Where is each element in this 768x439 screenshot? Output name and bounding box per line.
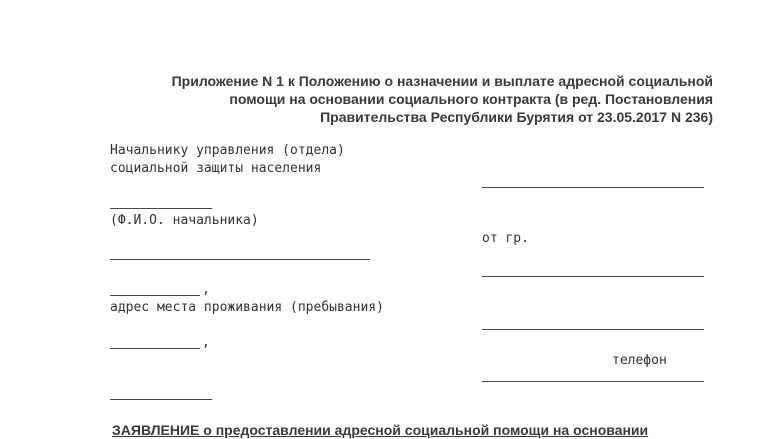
comma-1: , xyxy=(202,282,210,297)
head-name-caption: (Ф.И.О. начальника) xyxy=(110,213,259,228)
comma-2: , xyxy=(202,335,210,350)
address-caption: адрес места проживания (пребывания) xyxy=(110,300,384,315)
phone-label: телефон xyxy=(612,353,667,368)
addressee-line-2: социальной защиты населения xyxy=(110,161,322,176)
department-name-blank[interactable] xyxy=(110,208,212,209)
header-line-1: Приложение N 1 к Положению о назначении и выплате адресной социальной xyxy=(171,73,713,89)
phone-blank[interactable] xyxy=(482,381,704,382)
phone-blank-end[interactable] xyxy=(110,399,212,400)
address-blank[interactable] xyxy=(482,329,704,330)
addressee-line-1: Начальнику управления (отдела) xyxy=(110,143,345,158)
head-name-blank[interactable] xyxy=(110,259,370,260)
department-blank[interactable] xyxy=(482,187,704,188)
document-title: ЗАЯВЛЕНИЕ о предоставлении адресной социальной помощи на основании xyxy=(112,422,649,438)
applicant-name-blank-end[interactable] xyxy=(110,295,200,296)
header-line-2: помощи на основании социального контракта (в ред. Постановления xyxy=(229,91,713,107)
header-line-3: Правительства Республики Бурятия от 23.05.2017 N 236) xyxy=(320,109,713,125)
applicant-name-blank[interactable] xyxy=(482,276,704,277)
document-header xyxy=(60,72,713,126)
from-label: от гр. xyxy=(482,231,529,246)
address-blank-end[interactable] xyxy=(110,348,200,349)
